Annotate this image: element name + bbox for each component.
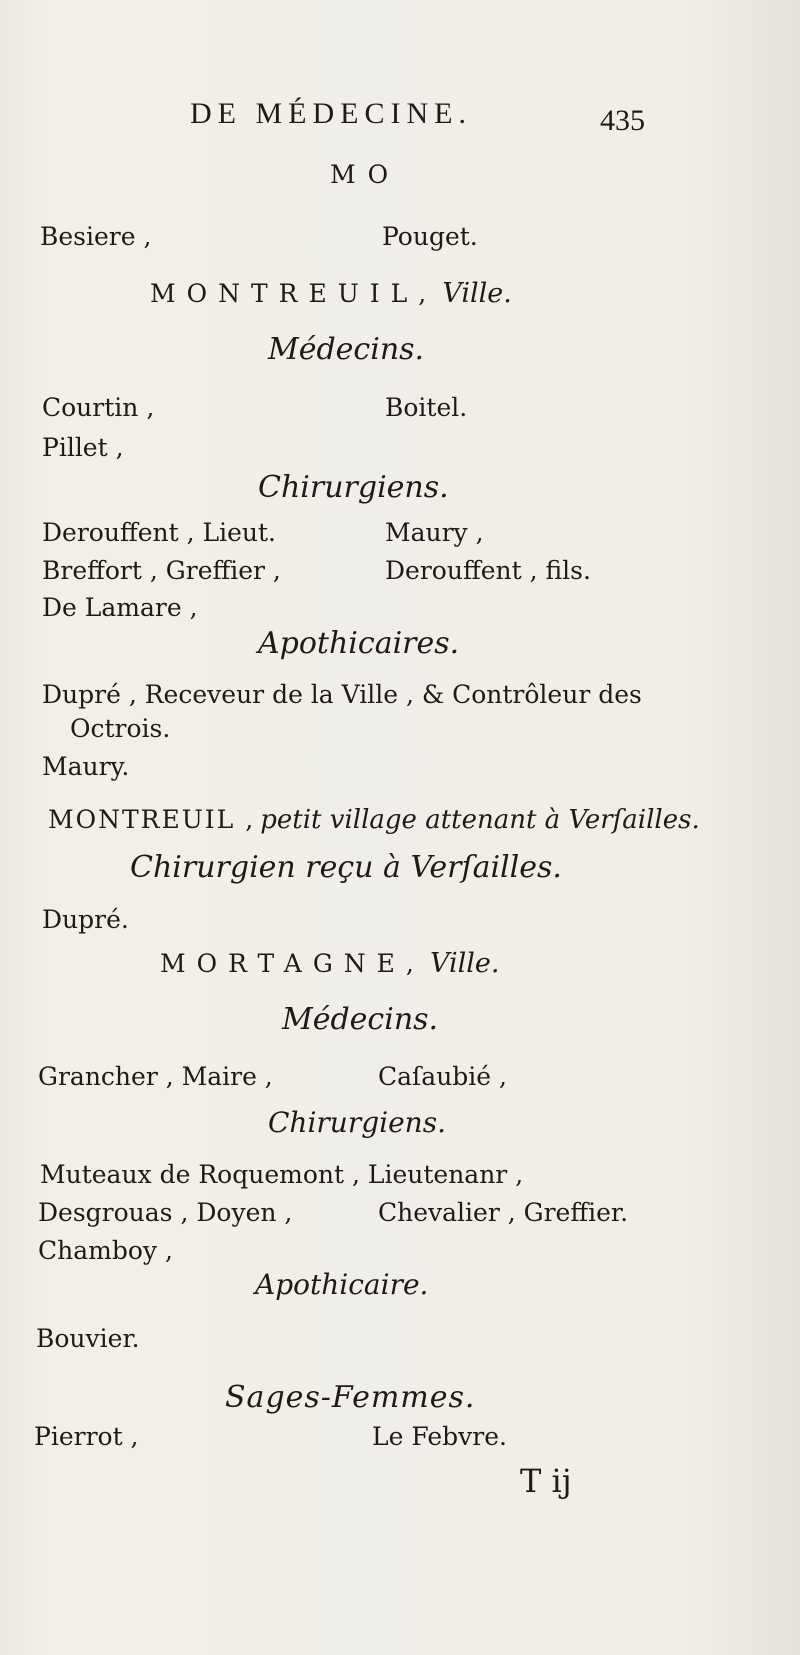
mortagne-chirurgiens-heading: Chirurgiens.	[268, 1106, 446, 1139]
montreuil-title: MONTREUIL,	[150, 279, 438, 308]
name-muteaux: Muteaux de Roquemont , Lieutenanr ,	[40, 1160, 524, 1189]
name-desgrouas: Desgrouas , Doyen ,	[38, 1198, 293, 1227]
mortagne-ville: Ville.	[429, 948, 500, 979]
mortagne-apothicaire-heading: Apothicaire.	[255, 1268, 429, 1301]
mortagne-title: MORTAGNE,	[160, 949, 425, 978]
name-derouffent-lieut: Derouffent , Lieut.	[42, 518, 276, 547]
name-maury: Maury ,	[385, 518, 484, 547]
name-pierrot: Pierrot ,	[34, 1422, 139, 1451]
name-derouffent-fils: Derouffent , fils.	[385, 556, 591, 585]
page-number: 435	[600, 104, 645, 137]
name-courtin: Courtin ,	[42, 393, 155, 422]
montreuil-village-title: MONTREUIL ,	[48, 805, 256, 834]
name-casaubie: Caſaubié ,	[378, 1062, 507, 1091]
name-de-lamare: De Lamare ,	[42, 593, 198, 622]
name-chevalier: Chevalier , Greffier.	[378, 1198, 629, 1227]
section-title-montreuil	[150, 278, 512, 309]
montreuil-village-desc: petit village attenant à Verſailles.	[260, 805, 700, 835]
name-dupre-village: Dupré.	[42, 905, 129, 934]
montreuil-apothicaires-heading: Apothicaires.	[258, 626, 460, 661]
mortagne-sages-femmes-heading: Sages-Femmes.	[225, 1380, 476, 1415]
montreuil-village-subheading: Chirurgien reçu à Verſailles.	[130, 850, 562, 885]
section-title-montreuil-village	[48, 805, 700, 835]
catchword-letters: MO	[330, 160, 401, 189]
name-le-febvre: Le Febvre.	[372, 1422, 507, 1451]
apothicaire-dupre-line2: Octrois.	[70, 714, 171, 743]
montreuil-ville: Ville.	[442, 278, 512, 309]
section-title-mortagne	[160, 948, 499, 979]
montreuil-chirurgiens-heading: Chirurgiens.	[258, 470, 449, 505]
name-maury-apothicaire: Maury.	[42, 752, 130, 781]
name-grancher: Grancher , Maire ,	[38, 1062, 273, 1091]
montreuil-medecins-heading: Médecins.	[268, 332, 425, 367]
name-breffort: Breffort , Greffier ,	[42, 556, 281, 585]
signature-mark: T ij	[520, 1462, 572, 1500]
apothicaire-dupre-line: Dupré , Receveur de la Ville , & Contrôleur des	[42, 680, 642, 709]
name-besiere: Besiere ,	[40, 222, 152, 251]
name-boitel: Boitel.	[385, 393, 468, 422]
mortagne-medecins-heading: Médecins.	[282, 1002, 439, 1037]
name-bouvier: Bouvier.	[36, 1324, 140, 1353]
name-pouget: Pouget.	[382, 222, 478, 251]
name-chamboy: Chamboy ,	[38, 1236, 173, 1265]
name-pillet: Pillet ,	[42, 433, 124, 462]
running-title: DE MÉDECINE.	[190, 97, 472, 130]
